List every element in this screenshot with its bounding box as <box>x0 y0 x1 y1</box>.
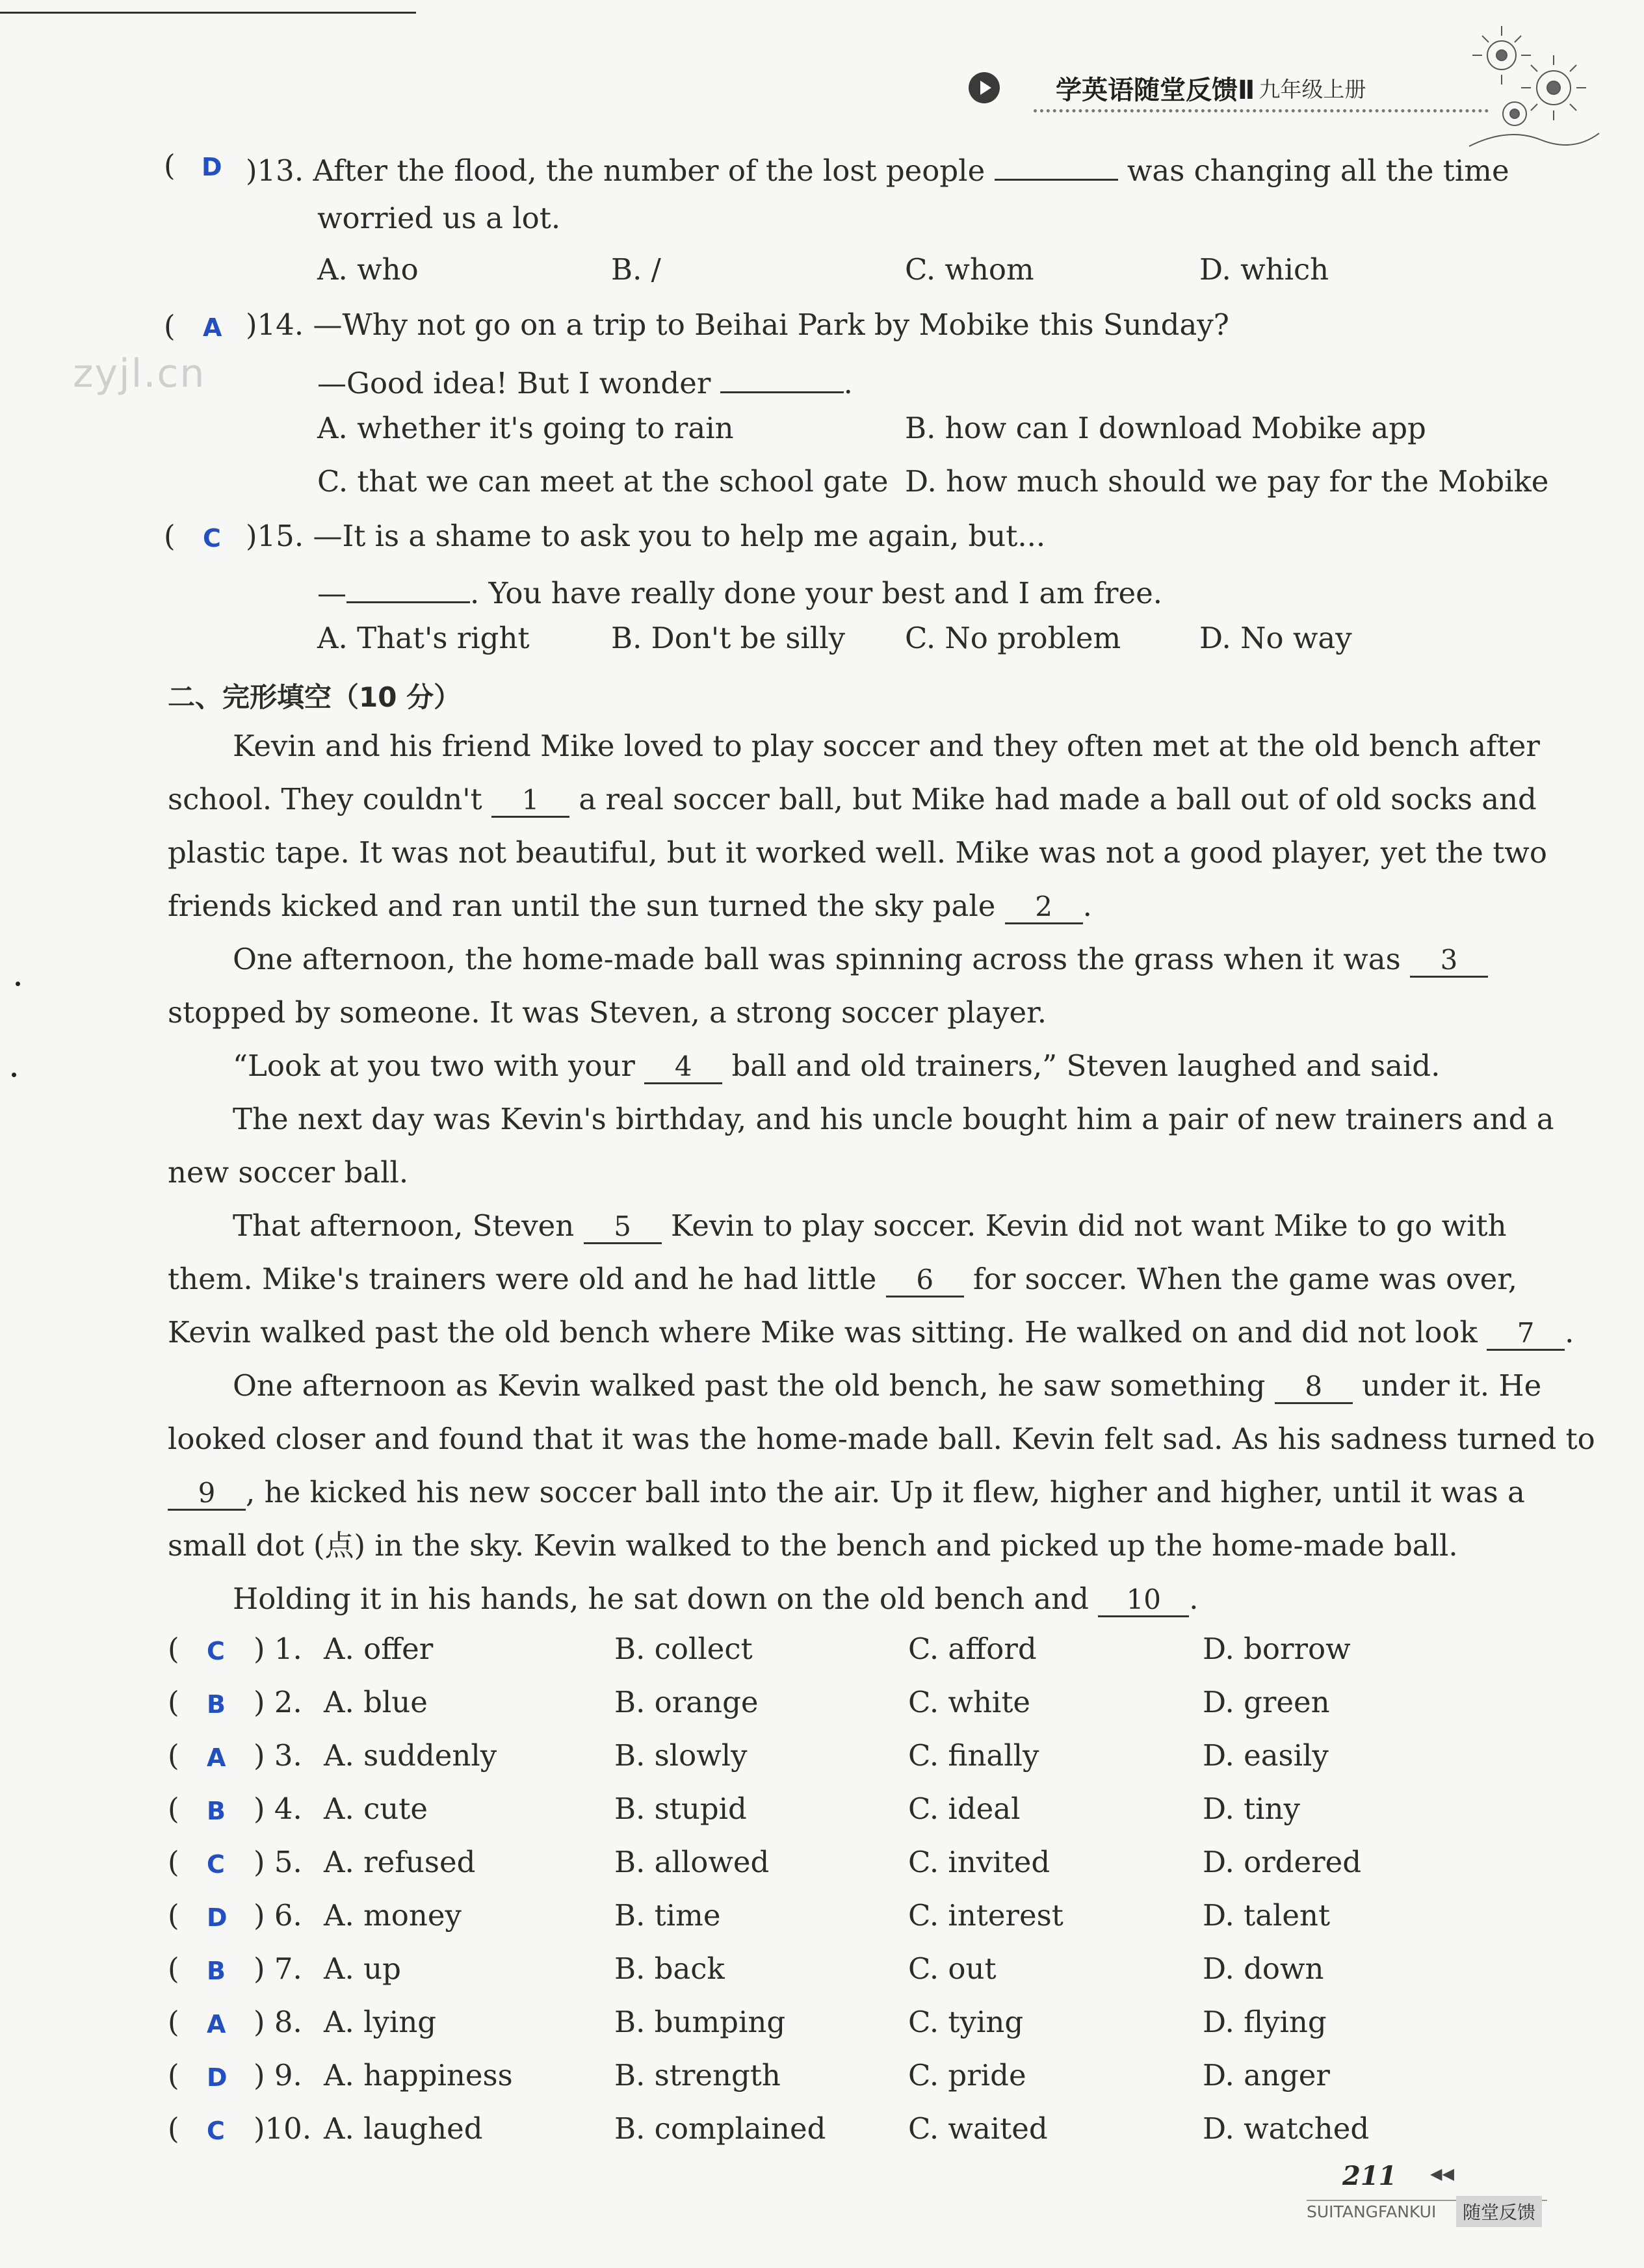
cloze-blank-1: 1 <box>491 785 569 818</box>
item-number: ) 4. <box>254 1792 302 1826</box>
option-b: B. back <box>614 1951 725 1986</box>
grade-label: 九年级上册 <box>1259 76 1366 102</box>
passage-text: . <box>1565 1315 1574 1349</box>
question-13-stem <box>246 146 1509 190</box>
cloze-blank-9: 9 <box>168 1478 246 1511</box>
option-a: A. laughed <box>324 2111 483 2146</box>
option-b: B. strength <box>614 2058 781 2092</box>
option-d: D. No way <box>1199 621 1352 655</box>
passage-line <box>233 1580 1199 1619</box>
passage-text: a real soccer ball, but Mike had made a ball out of old socks and <box>579 782 1537 816</box>
option-b: B. / <box>611 252 661 287</box>
passage-line: The next day was Kevin's birthday, and his uncle bought him a pair of new trainers and a <box>233 1102 1554 1136</box>
stem-text: . You have really done your best and I am free. <box>470 576 1163 610</box>
passage-line <box>168 887 1092 926</box>
item-number: ) 3. <box>254 1738 302 1773</box>
option-b: B. bumping <box>614 2005 786 2039</box>
answer-blank <box>995 146 1118 181</box>
stem-text: . <box>843 366 853 400</box>
book-title: 学英语随堂反馈Ⅱ <box>1056 75 1255 105</box>
option-a: A. offer <box>324 1632 434 1666</box>
passage-line <box>233 1206 1507 1245</box>
option-b: B. how can I download Mobike app <box>905 411 1426 445</box>
option-c: C. pride <box>908 2058 1026 2092</box>
option-a: A. cute <box>324 1792 428 1826</box>
passage-line: small dot (点) in the sky. Kevin walked to the bench and picked up the home-made ball. <box>168 1528 1458 1563</box>
item-number: ) 6. <box>254 1898 302 1933</box>
stem-text: After the flood, the number of the lost people <box>313 153 985 188</box>
option-b: B. orange <box>614 1685 759 1719</box>
answer-mark: D <box>207 1903 228 1932</box>
margin-dot <box>16 982 20 986</box>
answer-mark: C <box>207 1637 225 1665</box>
passage-text: , he kicked his new soccer ball into the air. Up it flew, higher and higher, until it was a <box>246 1475 1525 1509</box>
question-number: )15. <box>246 519 304 553</box>
option-a: A. blue <box>324 1685 428 1719</box>
question-14-stem <box>246 306 1229 345</box>
section-title: 二、完形填空（10 分） <box>168 681 462 713</box>
option-c: C. whom <box>905 252 1034 287</box>
option-b: B. Don't be silly <box>611 621 846 655</box>
answer-mark: C <box>207 1850 225 1879</box>
option-c: C. white <box>908 1685 1031 1719</box>
passage-text: One afternoon, the home-made ball was spinning across the grass when it was <box>233 942 1401 976</box>
option-b: B. allowed <box>614 1845 770 1879</box>
passage-line <box>233 940 1488 979</box>
question-number: )13. <box>246 153 304 188</box>
answer-mark: A <box>207 1743 226 1772</box>
option-b: B. complained <box>614 2111 826 2146</box>
option-d: D. tiny <box>1203 1792 1300 1826</box>
cloze-blank-4: 4 <box>644 1051 722 1084</box>
answer-mark: A <box>207 2010 226 2039</box>
answer-blank <box>346 569 470 603</box>
option-d: D. flying <box>1203 2005 1327 2039</box>
passage-line <box>168 1313 1574 1352</box>
option-c: C. out <box>908 1951 997 1986</box>
option-a: A. lying <box>324 2005 437 2039</box>
option-a: A. whether it's going to rain <box>317 411 734 445</box>
footer-pinyin: SUITANGFANKUI <box>1307 2202 1437 2221</box>
option-d: D. green <box>1203 1685 1330 1719</box>
item-number: ) 1. <box>254 1632 302 1666</box>
page-header <box>969 65 1366 111</box>
option-b: B. time <box>614 1898 721 1933</box>
answer-bracket: ( <box>164 519 176 553</box>
item-number: )10. <box>254 2111 312 2146</box>
option-a: A. That's right <box>317 621 530 655</box>
passage-text: “Look at you two with your <box>233 1049 635 1083</box>
option-d: D. down <box>1203 1951 1324 1986</box>
header-dotted-rule <box>1034 109 1489 112</box>
page-arrows-icon: ◀◀ <box>1430 2165 1454 2183</box>
option-c: C. ideal <box>908 1792 1021 1826</box>
item-number: ) 7. <box>254 1951 302 1986</box>
option-d: D. which <box>1199 252 1329 287</box>
answer-bracket: ( <box>164 309 176 343</box>
passage-line <box>233 1366 1541 1405</box>
option-d: D. how much should we pay for the Mobike <box>905 464 1549 499</box>
passage-text: One afternoon as Kevin walked past the old bench, he saw something <box>233 1368 1266 1403</box>
answer-mark: C <box>203 524 221 553</box>
stem-text: —It is a shame to ask you to help me again, but... <box>313 519 1046 553</box>
option-d: D. ordered <box>1203 1845 1362 1879</box>
top-rule <box>0 12 416 14</box>
stem-text: was changing all the time <box>1127 153 1509 188</box>
passage-text: . <box>1189 1582 1199 1616</box>
watermark: zyjl.cn <box>73 351 206 397</box>
passage-line: plastic tape. It was not beautiful, but it worked well. Mike was not a good player, yet the two <box>168 835 1547 870</box>
cloze-blank-10: 10 <box>1098 1584 1189 1617</box>
passage-text: under it. He <box>1362 1368 1542 1403</box>
option-a: A. money <box>324 1898 462 1933</box>
item-number: ) 8. <box>254 2005 302 2039</box>
passage-line <box>168 1473 1525 1512</box>
cloze-blank-3: 3 <box>1410 945 1488 978</box>
answer-blank <box>720 359 844 393</box>
option-c: C. tying <box>908 2005 1024 2039</box>
option-d: D. anger <box>1203 2058 1330 2092</box>
passage-text: . <box>1082 889 1092 923</box>
option-c: C. afford <box>908 1632 1037 1666</box>
option-b: B. slowly <box>614 1738 748 1773</box>
margin-dot <box>12 1073 16 1077</box>
answer-mark: B <box>207 1797 226 1825</box>
option-a: A. refused <box>324 1845 476 1879</box>
cloze-blank-8: 8 <box>1275 1371 1353 1404</box>
answer-bracket: ( <box>164 148 176 183</box>
passage-line: stopped by someone. It was Steven, a strong soccer player. <box>168 995 1047 1030</box>
option-c: C. finally <box>908 1738 1039 1773</box>
stem-text: — <box>317 576 346 610</box>
option-c: C. No problem <box>905 621 1121 655</box>
cloze-blank-5: 5 <box>584 1211 662 1244</box>
option-b: B. collect <box>614 1632 753 1666</box>
question-14-stem-line2 <box>317 359 853 403</box>
option-d: D. watched <box>1203 2111 1370 2146</box>
item-number: ) 5. <box>254 1845 302 1879</box>
option-c: C. that we can meet at the school gate <box>317 464 889 499</box>
option-b: B. stupid <box>614 1792 747 1826</box>
passage-text: Kevin to play soccer. Kevin did not want Mike to go with <box>670 1208 1507 1243</box>
option-a: A. happiness <box>324 2058 513 2092</box>
cloze-blank-7: 7 <box>1487 1318 1565 1351</box>
option-a: A. suddenly <box>324 1738 497 1773</box>
option-a: A. who <box>317 252 419 287</box>
question-number: )14. <box>246 307 304 342</box>
answer-mark: D <box>202 153 222 181</box>
question-15-stem-line2 <box>317 569 1162 613</box>
passage-text: them. Mike's trainers were old and he had little <box>168 1262 877 1296</box>
item-number: ) 2. <box>254 1685 302 1719</box>
footer-tag: 随堂反馈 <box>1456 2196 1542 2227</box>
play-icon <box>969 72 1000 103</box>
answer-mark: B <box>207 1957 226 1985</box>
passage-line: Kevin and his friend Mike loved to play soccer and they often met at the old bench after <box>233 729 1540 763</box>
question-15-stem <box>246 517 1045 556</box>
stem-text: —Good idea! But I wonder <box>317 366 711 400</box>
passage-text: for soccer. When the game was over, <box>973 1262 1518 1296</box>
passage-line <box>168 1260 1517 1299</box>
flower-ornament-icon <box>1456 16 1606 159</box>
passage-line <box>233 1047 1440 1086</box>
page-number: 211 <box>1342 2161 1397 2191</box>
passage-line: looked closer and found that it was the home-made ball. Kevin felt sad. As his sadness turned to <box>168 1422 1595 1456</box>
option-d: D. borrow <box>1203 1632 1351 1666</box>
answer-mark: A <box>203 313 222 342</box>
answer-mark: C <box>207 2117 225 2145</box>
passage-text: That afternoon, Steven <box>233 1208 575 1243</box>
option-d: D. talent <box>1203 1898 1331 1933</box>
passage-text: school. They couldn't <box>168 782 482 816</box>
passage-text: Holding it in his hands, he sat down on the old bench and <box>233 1582 1089 1616</box>
passage-text: friends kicked and ran until the sun turned the sky pale <box>168 889 996 923</box>
passage-text: ball and old trainers,” Steven laughed and said. <box>731 1049 1441 1083</box>
option-c: C. interest <box>908 1898 1063 1933</box>
option-c: C. waited <box>908 2111 1048 2146</box>
item-number: ) 9. <box>254 2058 302 2092</box>
cloze-blank-2: 2 <box>1005 891 1083 924</box>
answer-mark: D <box>207 2063 228 2092</box>
question-13-stem-line2: worried us a lot. <box>317 201 561 235</box>
cloze-blank-6: 6 <box>886 1264 964 1297</box>
passage-text: Kevin walked past the old bench where Mike was sitting. He walked on and did not look <box>168 1315 1478 1349</box>
answer-mark: B <box>207 1690 226 1719</box>
option-a: A. up <box>324 1951 401 1986</box>
stem-text: —Why not go on a trip to Beihai Park by Mobike this Sunday? <box>313 307 1229 342</box>
passage-line <box>168 780 1537 819</box>
passage-line: new soccer ball. <box>168 1155 409 1190</box>
option-d: D. easily <box>1203 1738 1329 1773</box>
option-c: C. invited <box>908 1845 1050 1879</box>
